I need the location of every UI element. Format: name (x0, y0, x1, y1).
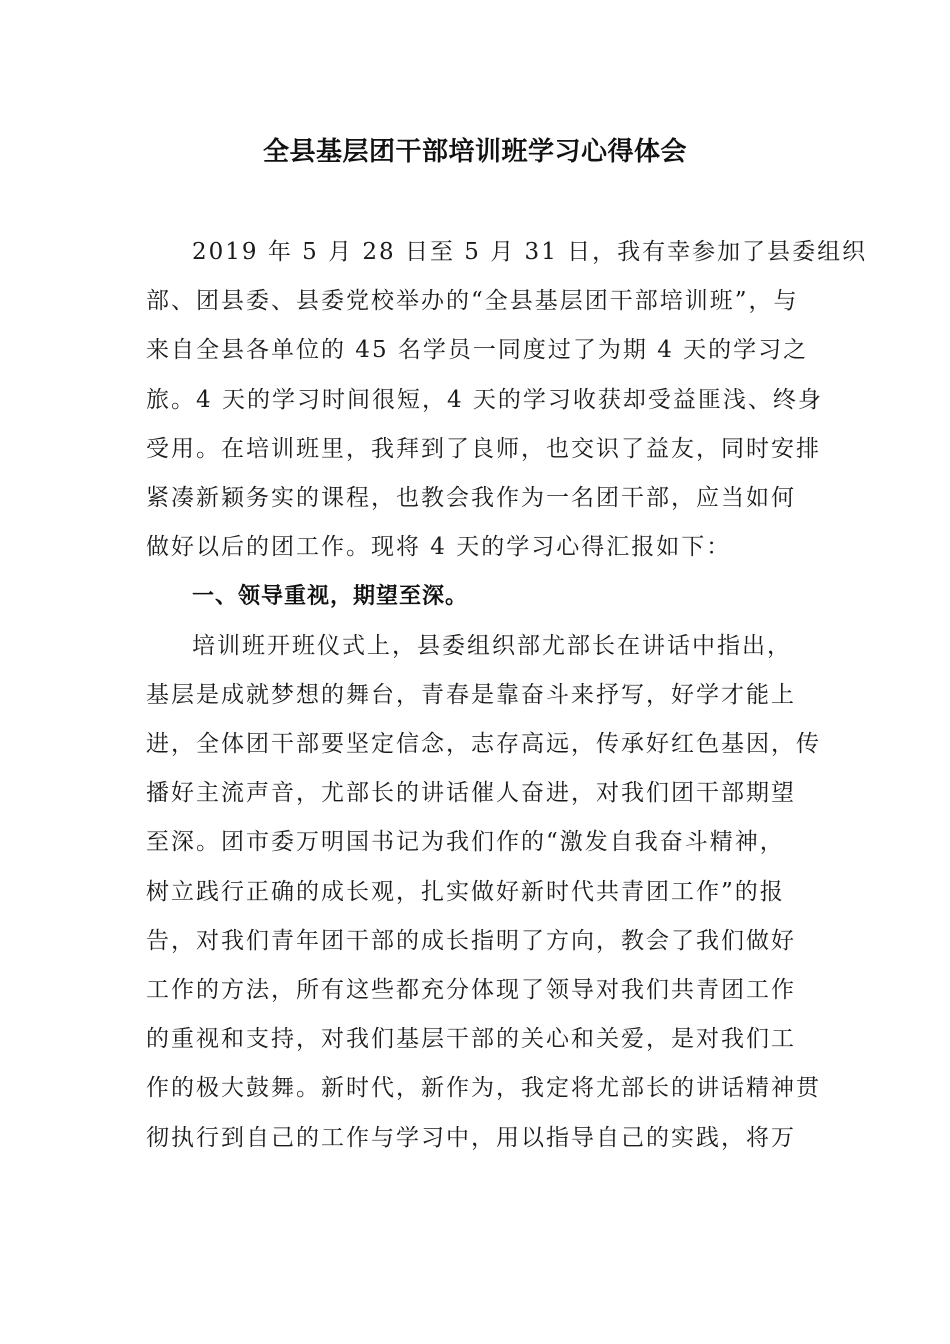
text-line: 进，全体团干部要坚定信念，志存高远，传承好红色基因，传 (146, 731, 821, 758)
text-line: 树立践行正确的成长观，扎实做好新时代共青团工作”的报 (146, 878, 785, 905)
text-line: 受用。在培训班里，我拜到了良师，也交识了益友，同时安排 (146, 435, 821, 462)
paragraph-intro (146, 228, 868, 572)
text-line: 基层是成就梦想的舞台，青春是靠奋斗来抒写，好学才能上 (146, 681, 796, 708)
text-line: 至深。团市委万明国书记为我们作的“激发自我奋斗精神， (146, 829, 785, 856)
text-line: 旅。4 天的学习时间很短，4 天的学习收获却受益匪浅、终身 (146, 386, 823, 413)
text-line: 的重视和支持，对我们基层干部的关心和关爱，是对我们工 (146, 1026, 796, 1053)
section-heading-1: 一、领导重视，期望至深。 (192, 584, 469, 610)
text-line: 2019 年 5 月 28 日至 5 月 31 日，我有幸参加了县委组织 (192, 239, 868, 265)
text-line: 播好主流声音，尤部长的讲话催人奋进，对我们团干部期望 (146, 780, 796, 807)
text-line: 来自全县各单位的 45 名学员一同度过了为期 4 天的学习之 (146, 337, 809, 364)
document-title: 全县基层团干部培训班学习心得体会 (262, 137, 687, 167)
text-line: 作的极大鼓舞。新时代，新作为，我定将尤部长的讲话精神贯 (146, 1075, 821, 1102)
document-body (146, 228, 868, 1163)
text-line: 部、团县委、县委党校举办的“全县基层团干部培训班”，与 (146, 288, 799, 315)
text-line: 做好以后的团工作。现将 4 天的学习心得汇报如下： (146, 534, 732, 561)
text-line: 紧凑新颖务实的课程，也教会我作为一名团干部，应当如何 (146, 485, 796, 512)
text-line: 工作的方法，所有这些都充分体现了领导对我们共青团工作 (146, 977, 796, 1004)
text-line: 告，对我们青年团干部的成长指明了方向，教会了我们做好 (146, 927, 796, 954)
text-line: 彻执行到自己的工作与学习中，用以指导自己的实践，将万 (146, 1124, 796, 1151)
paragraph-section-1 (146, 622, 821, 1163)
text-line: 培训班开班仪式上，县委组织部尤部长在讲话中指出， (192, 632, 792, 659)
